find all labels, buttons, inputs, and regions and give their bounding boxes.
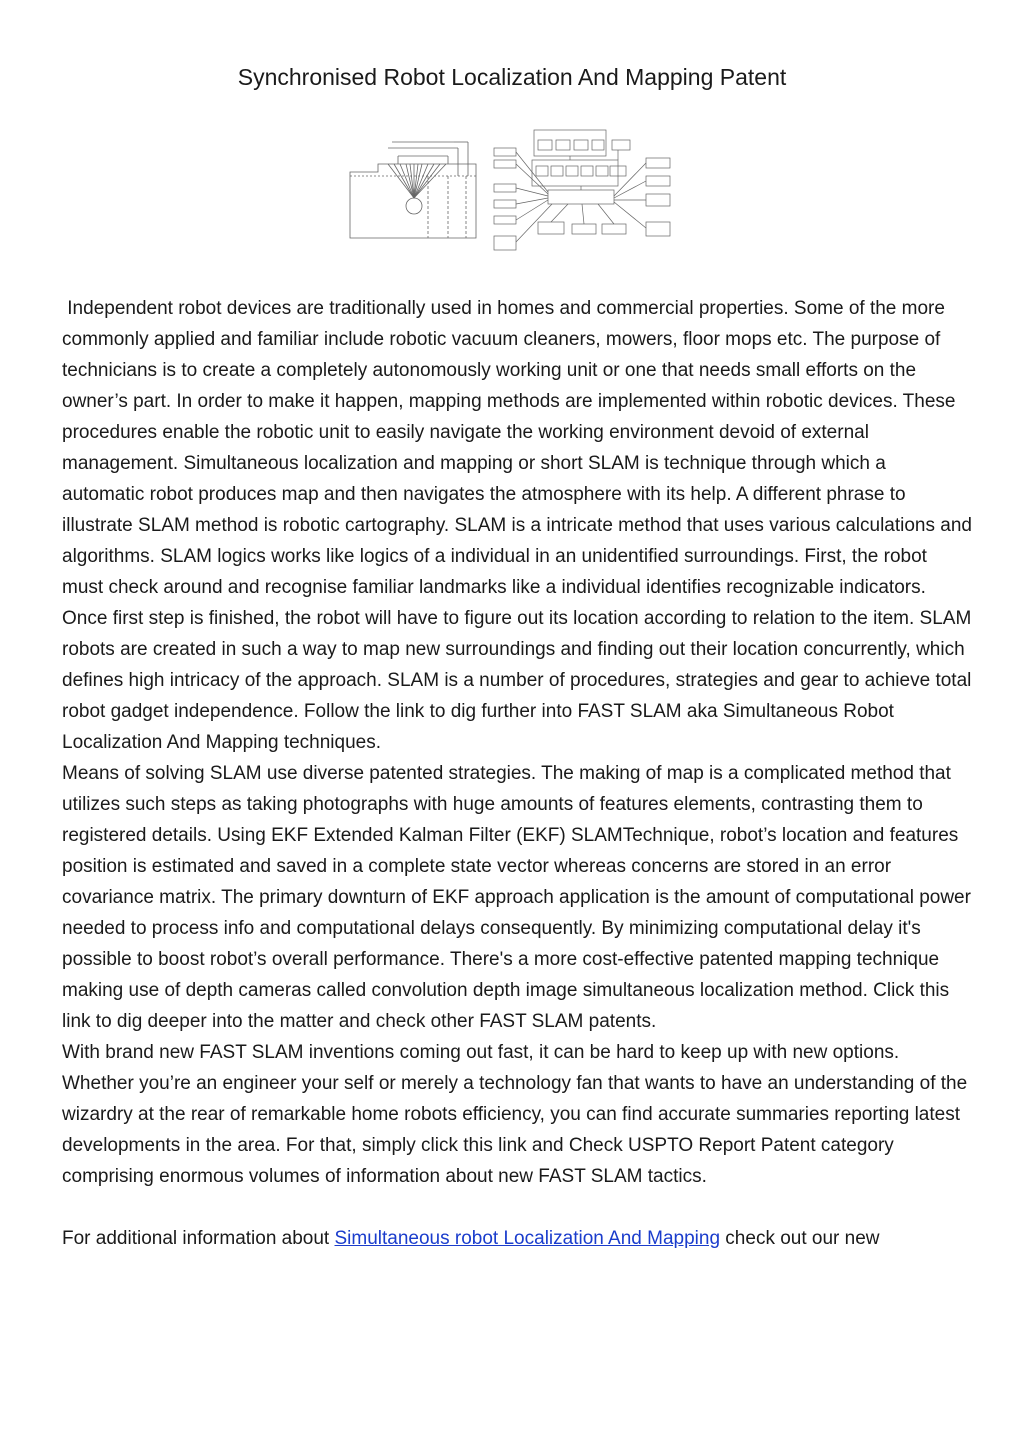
paragraph-3: With brand new FAST SLAM inventions coming out fast, it can be hard to keep up with new options. Whether you’re an engineer your self or merely a technology fan that wants to have an understanding of the wizardry at the rear of remarkable home robots efficiency, you can find accurate summaries reporting latest developments in the area. For that, simply click this link and Check USPTO Report Patent category comprising enormous volumes of information about new FAST SLAM tactics. bbox=[62, 1042, 968, 1187]
patent-figure bbox=[348, 128, 678, 254]
page-title: Synchronised Robot Localization And Mapping Patent bbox=[237, 64, 787, 90]
article-body bbox=[62, 293, 972, 1254]
slam-link[interactable]: Simultaneous robot Localization And Mapping bbox=[334, 1228, 721, 1249]
robot-room-diagram bbox=[350, 142, 476, 238]
footer-paragraph bbox=[62, 1223, 972, 1254]
paragraph-2: Means of solving SLAM use diverse patented strategies. The making of map is a complicated method that utilizes such steps as taking photographs with huge amounts of features elements, contrasting them to registered details. Using EKF Extended Kalman Filter (EKF) SLAMTechnique, robot’s location and features position is estimated and saved in a complete state vector whereas concerns are stored in an error covariance matrix. The primary downturn of EKF approach application is the amount of computational power needed to process info and computational delays consequently. By minimizing computational delay it's possible to boost robot’s overall performance. There's a more cost-effective patented mapping technique making use of depth cameras called convolution depth image simultaneous localization method. Click this link to dig deeper into the matter and check other FAST SLAM patents. bbox=[62, 763, 971, 1032]
footer-text-after: check out our new bbox=[720, 1228, 880, 1249]
footer-text-before: For additional information about bbox=[62, 1228, 335, 1249]
paragraph-1: Independent robot devices are traditionally used in homes and commercial properties. Some of the more commonly applied and familiar include robotic vacuum cleaners, mowers, floor mops etc. The purpose of technicians is to create a completely autonomously working unit or one that needs small efforts on the owner’s part. In order to make it happen, mapping methods are implemented within robotic devices. These procedures enable the robotic unit to easily navigate the working environment devoid of external management. Simultaneous localization and mapping or short SLAM is technique through which a automatic robot produces map and then navigates the atmosphere with its help. A different phrase to illustrate SLAM method is robotic cartography. SLAM is a intricate method that uses various calculations and algorithms. SLAM logics works like logics of a individual in an unidentified surroundings. First, the robot must check around and recognise familiar landmarks like a individual identifies recognizable indicators. Once first step is finished, the robot will have to figure out its location according to relation to the item. SLAM robots are created in such a way to map new surroundings and finding out their location concurrently, which defines high intricacy of the approach. SLAM is a number of procedures, strategies and gear to achieve total robot gadget independence. Follow the link to dig further into FAST SLAM aka Simultaneous Robot Localization And Mapping techniques. bbox=[62, 298, 972, 753]
block-diagram bbox=[494, 130, 670, 250]
